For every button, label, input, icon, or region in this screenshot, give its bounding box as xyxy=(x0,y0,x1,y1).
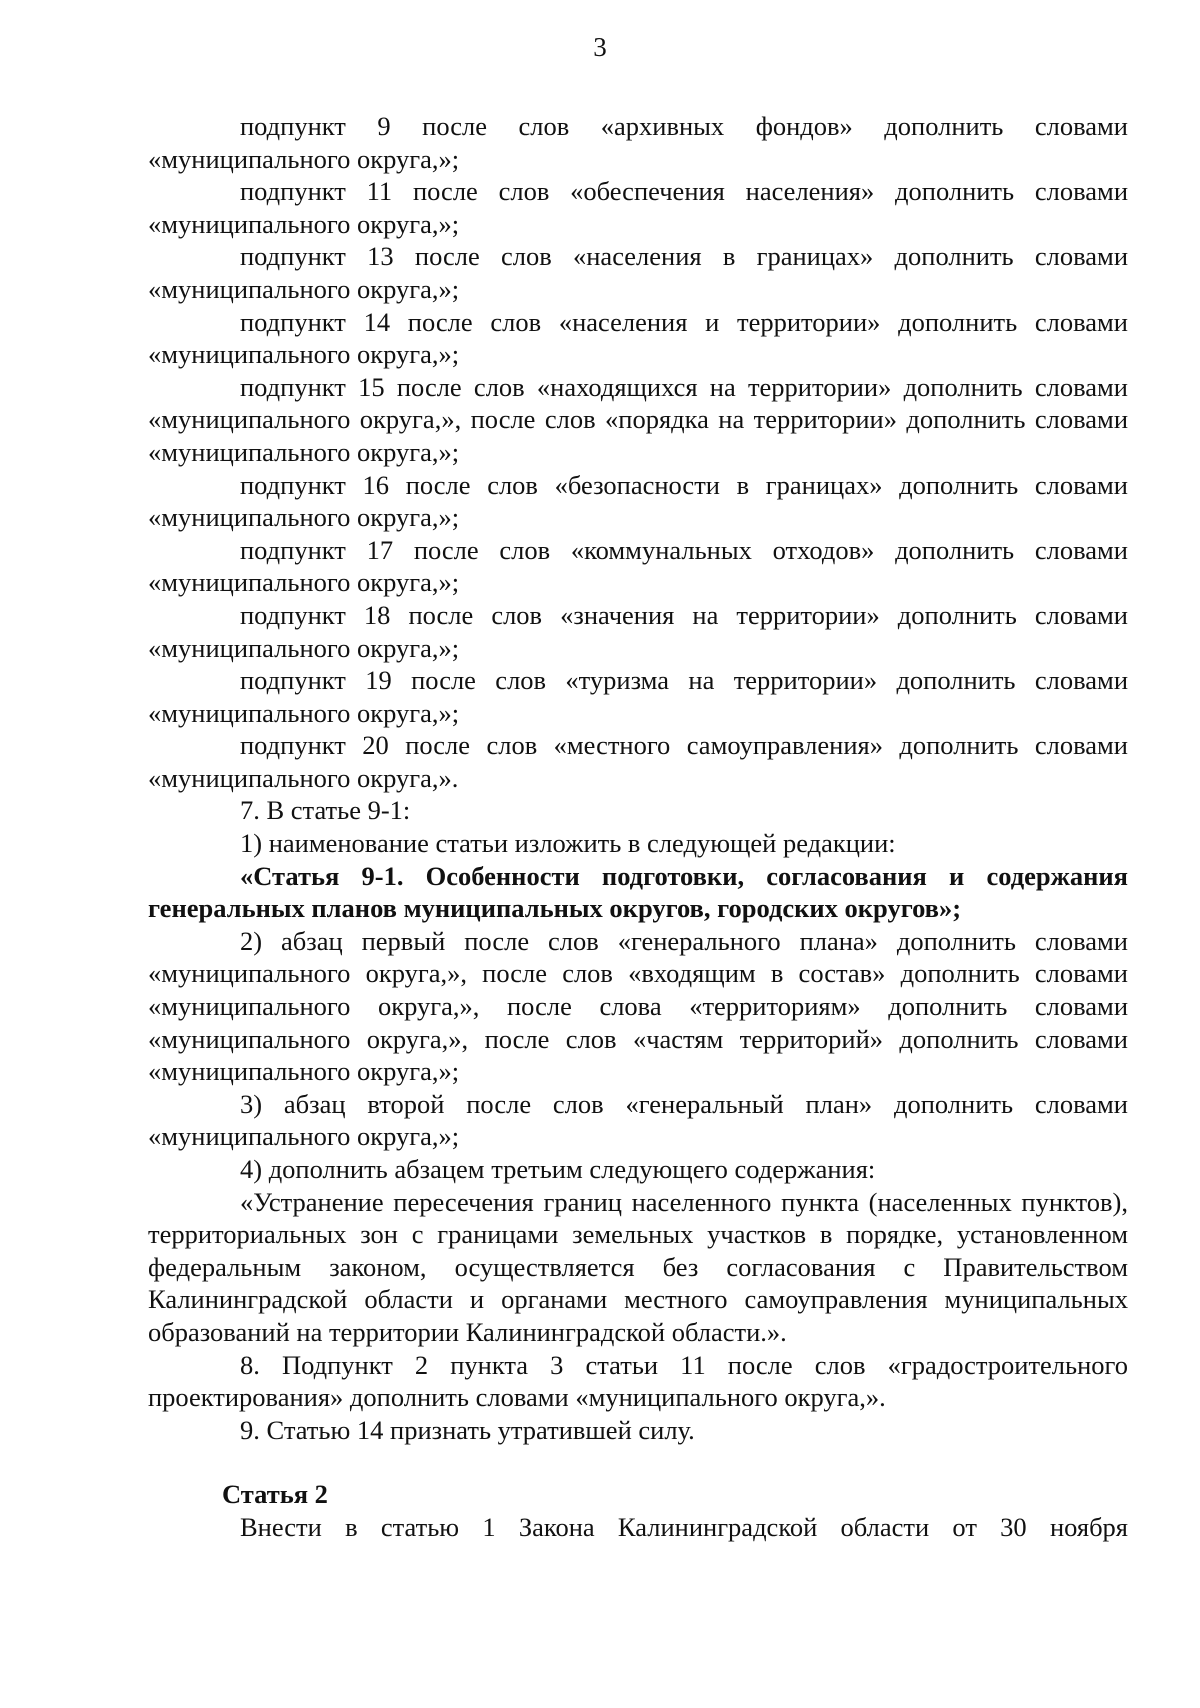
section-gap xyxy=(148,1446,1128,1478)
paragraph-item-9: 9. Статью 14 признать утратившей силу. xyxy=(240,1414,695,1445)
paragraph-subpoint-13: подпункт 13 после слов «населения в границах» дополнить словами «муниципального округа,»; xyxy=(148,241,1128,304)
paragraph-subpoint-16: подпункт 16 после слов «безопасности в границах» дополнить словами «муниципального округа,»; xyxy=(148,469,1128,533)
document-body xyxy=(148,110,1128,1544)
paragraph-subpoint-11: подпункт 11 после слов «обеспечения населения» дополнить словами «муниципального округа,»; xyxy=(148,176,1128,239)
paragraph-subpoint-9: подпункт 9 после слов «архивных фондов» дополнить словами «муниципального округа,»; xyxy=(148,111,1128,174)
article-2-heading: Статья 2 xyxy=(222,1479,328,1510)
paragraph-new-text-quote: «Устранение пересечения границ населенного пункта (населенных пунктов), территориальных зон с границами земельных участков в порядке, установленном федеральным законом, осуществляется без согласования с Правительством Калининградской области и органами местного самоуправления муниципальных образований на территории Калининградской области.». xyxy=(148,1186,1128,1347)
paragraph-subpoint-20: подпункт 20 после слов «местного самоуправления» дополнить словами «муниципального округа,». xyxy=(148,730,1128,793)
paragraph-subpoint-19: подпункт 19 после слов «туризма на территории» дополнить словами «муниципального округа,»; xyxy=(148,665,1128,728)
paragraph-subpoint-14: подпункт 14 после слов «населения и территории» дополнить словами «муниципального округа,»; xyxy=(148,306,1128,370)
paragraph-subpoint-15: подпункт 15 после слов «находящихся на территории» дополнить словами «муниципального округа,», после слов «порядка на территории» дополнить словами «муниципального округа,»; xyxy=(148,371,1128,467)
paragraph-item-8: 8. Подпункт 2 пункта 3 статьи 11 после слов «градостроительного проектирования» дополнить словами «муниципального округа,». xyxy=(148,1349,1128,1413)
paragraph-item-7-1: 1) наименование статьи изложить в следующей редакции: xyxy=(240,828,896,859)
paragraph-item-7: 7. В статье 9-1: xyxy=(240,795,411,826)
paragraph-item-7-3: 3) абзац второй после слов «генеральный план» дополнить словами «муниципального округа,»; xyxy=(148,1088,1128,1152)
paragraph-item-7-4: 4) дополнить абзацем третьим следующего содержания: xyxy=(240,1154,876,1184)
page-number: 3 xyxy=(593,32,607,62)
paragraph-item-7-2: 2) абзац первый после слов «генерального плана» дополнить словами «муниципального округа,», после слов «входящим в состав» дополнить словами «муниципального округа,», после слова «территориям» дополнить словами «муниципального округа,», после слов «частям территорий» дополнить словами «муниципального округа,»; xyxy=(148,925,1128,1087)
paragraph-subpoint-17: подпункт 17 после слов «коммунальных отходов» дополнить словами «муниципального округа,»; xyxy=(148,534,1128,598)
paragraph-subpoint-18: подпункт 18 после слов «значения на территории» дополнить словами «муниципального округа,»; xyxy=(148,599,1128,663)
article-2-text: Внести в статью 1 Закона Калининградской области от 30 ноября xyxy=(240,1511,1128,1542)
paragraph-article-title-quote: «Статья 9-1. Особенности подготовки, согласования и содержания генеральных планов муниципальных округов, городских округов»; xyxy=(148,860,1128,924)
